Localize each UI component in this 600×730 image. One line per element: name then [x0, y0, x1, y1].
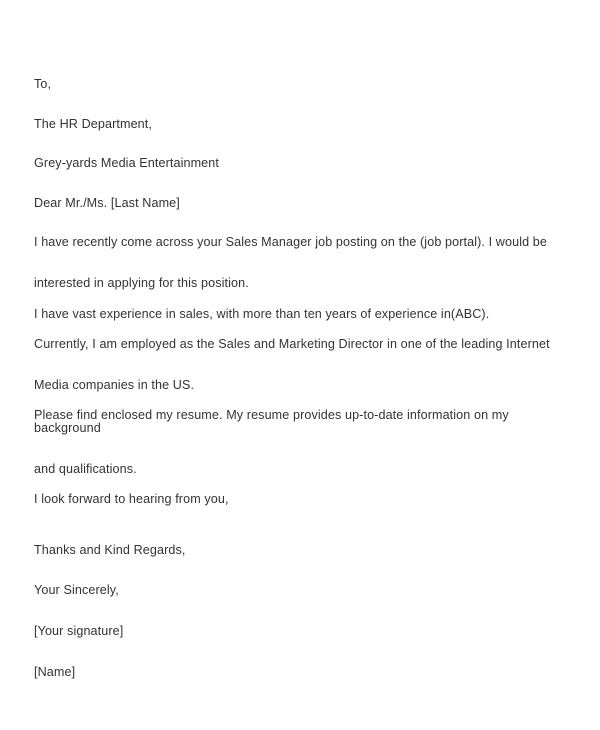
- body-paragraph: [34, 409, 556, 475]
- body-paragraph: [34, 308, 556, 321]
- paragraph-line: Currently, I am employed as the Sales and Marketing Director in one of the leading Internet: [34, 337, 550, 352]
- recipient-address-block: [34, 78, 556, 209]
- paragraph-line: and qualifications.: [34, 461, 137, 476]
- body-paragraph: [34, 493, 556, 506]
- address-line: The HR Department,: [34, 116, 152, 131]
- closing-block: [34, 544, 556, 678]
- paragraph-line: I have vast experience in sales, with more than ten years of experience in(ABC).: [34, 306, 490, 321]
- name-placeholder: [Name]: [34, 664, 76, 679]
- signature-placeholder: [Your signature]: [34, 623, 124, 638]
- spacer: [34, 524, 556, 544]
- address-line: To,: [34, 77, 52, 91]
- paragraph-line: Media companies in the US.: [34, 377, 195, 392]
- body-paragraph: [34, 338, 556, 391]
- paragraph-line: I have recently come across your Sales Manager job posting on the (job portal). I would be: [34, 235, 548, 250]
- paragraph-line: I look forward to hearing from you,: [34, 492, 229, 507]
- letter-body: [34, 78, 556, 678]
- closing-line: Your Sincerely,: [34, 583, 119, 598]
- body-paragraph: [34, 236, 556, 289]
- closing-line: Thanks and Kind Regards,: [34, 542, 186, 557]
- address-line: Grey-yards Media Entertainment: [34, 156, 219, 171]
- salutation-line: Dear Mr./Ms. [Last Name]: [34, 195, 180, 210]
- paragraph-line: interested in applying for this position.: [34, 275, 249, 290]
- paragraph-line: Please find enclosed my resume. My resume provides up-to-date information on my background: [34, 408, 513, 435]
